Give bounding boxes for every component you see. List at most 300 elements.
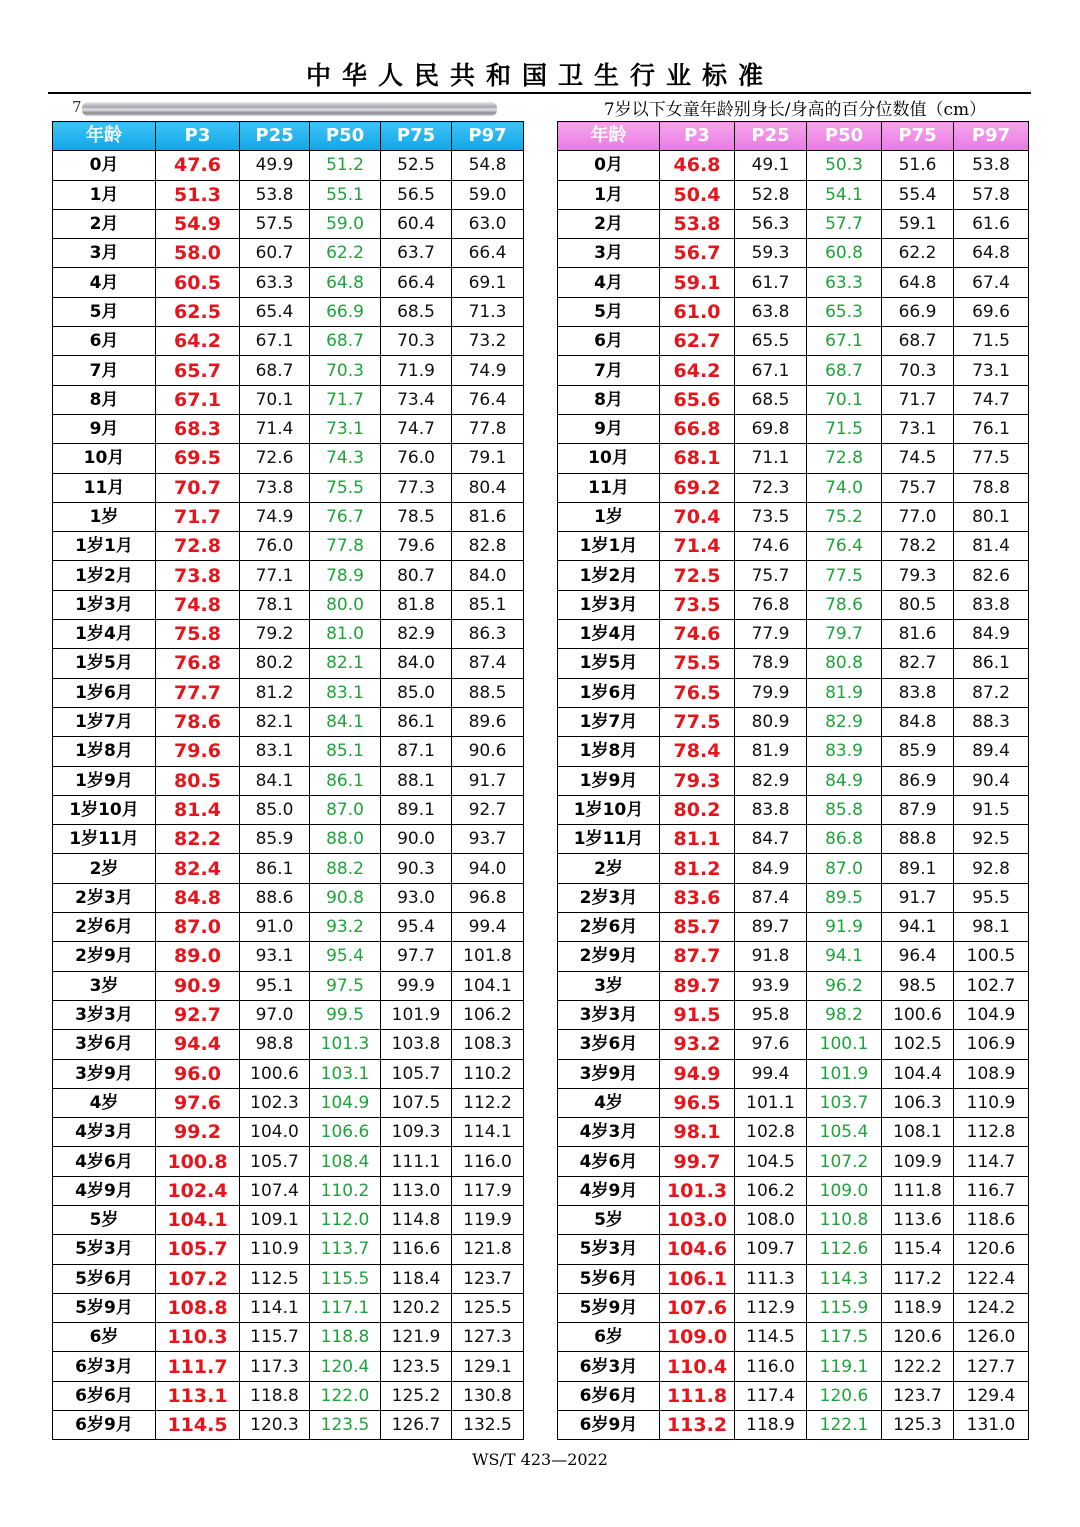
table-row <box>558 913 1029 942</box>
p75-cell: 74.5 <box>882 444 954 473</box>
boys-table-body <box>53 151 524 1440</box>
p25-cell: 78.1 <box>240 590 310 619</box>
table-row <box>53 678 524 707</box>
table-row <box>558 883 1029 912</box>
p3-cell: 74.6 <box>660 620 735 649</box>
table-row <box>558 502 1029 531</box>
p75-cell: 79.3 <box>882 561 954 590</box>
p97-cell: 87.4 <box>452 649 524 678</box>
table-row <box>558 1176 1029 1205</box>
p75-cell: 68.5 <box>381 297 452 326</box>
age-cell: 6岁3月 <box>558 1352 660 1381</box>
p50-cell: 108.4 <box>310 1147 381 1176</box>
p97-cell: 66.4 <box>452 239 524 268</box>
p3-cell: 71.7 <box>156 502 240 531</box>
p50-cell: 77.5 <box>807 561 882 590</box>
age-cell: 1岁7月 <box>558 707 660 736</box>
p75-cell: 107.5 <box>381 1088 452 1117</box>
p97-cell: 95.5 <box>954 883 1029 912</box>
age-cell: 6月 <box>558 327 660 356</box>
p25-cell: 59.3 <box>735 239 807 268</box>
p3-cell: 111.7 <box>156 1352 240 1381</box>
p3-cell: 62.5 <box>156 297 240 326</box>
age-cell: 1岁3月 <box>53 590 156 619</box>
p50-cell: 119.1 <box>807 1352 882 1381</box>
p3-cell: 72.8 <box>156 532 240 561</box>
table-row <box>53 502 524 531</box>
p3-cell: 84.8 <box>156 883 240 912</box>
p50-cell: 101.9 <box>807 1059 882 1088</box>
p3-cell: 56.7 <box>660 239 735 268</box>
p50-cell: 83.1 <box>310 678 381 707</box>
p50-cell: 120.4 <box>310 1352 381 1381</box>
p97-cell: 53.8 <box>954 151 1029 180</box>
p97-cell: 129.4 <box>954 1381 1029 1410</box>
p50-cell: 112.6 <box>807 1235 882 1264</box>
age-cell: 6岁 <box>558 1323 660 1352</box>
p25-cell: 67.1 <box>735 356 807 385</box>
p50-cell: 85.8 <box>807 795 882 824</box>
p97-cell: 108.9 <box>954 1059 1029 1088</box>
table-row <box>53 356 524 385</box>
p3-cell: 99.7 <box>660 1147 735 1176</box>
age-cell: 8月 <box>558 385 660 414</box>
p97-cell: 61.6 <box>954 209 1029 238</box>
p25-cell: 74.9 <box>240 502 310 531</box>
p25-cell: 78.9 <box>735 649 807 678</box>
table-row <box>53 151 524 180</box>
p3-cell: 89.7 <box>660 971 735 1000</box>
p75-cell: 80.7 <box>381 561 452 590</box>
p75-cell: 103.8 <box>381 1030 452 1059</box>
p25-cell: 74.6 <box>735 532 807 561</box>
age-cell: 6岁9月 <box>53 1411 156 1440</box>
p97-cell: 104.1 <box>452 971 524 1000</box>
table-row <box>53 1411 524 1440</box>
p25-cell: 49.9 <box>240 151 310 180</box>
table-row <box>53 532 524 561</box>
p97-cell: 81.4 <box>954 532 1029 561</box>
p25-cell: 104.5 <box>735 1147 807 1176</box>
p50-cell: 86.1 <box>310 766 381 795</box>
age-cell: 1岁1月 <box>53 532 156 561</box>
p3-cell: 69.5 <box>156 444 240 473</box>
p3-cell: 47.6 <box>156 151 240 180</box>
p97-cell: 77.8 <box>452 414 524 443</box>
p50-cell: 101.3 <box>310 1030 381 1059</box>
p50-cell: 93.2 <box>310 913 381 942</box>
table-row <box>558 1147 1029 1176</box>
p97-cell: 64.8 <box>954 239 1029 268</box>
p25-cell: 102.3 <box>240 1088 310 1117</box>
age-cell: 2岁9月 <box>53 942 156 971</box>
p50-cell: 82.9 <box>807 707 882 736</box>
p3-cell: 87.0 <box>156 913 240 942</box>
p97-cell: 88.3 <box>954 707 1029 736</box>
p25-cell: 72.6 <box>240 444 310 473</box>
age-cell: 1岁10月 <box>558 795 660 824</box>
p3-cell: 114.5 <box>156 1411 240 1440</box>
p97-cell: 73.1 <box>954 356 1029 385</box>
age-cell: 4岁6月 <box>558 1147 660 1176</box>
table-row <box>53 590 524 619</box>
header-rule <box>48 92 1031 94</box>
p50-cell: 88.2 <box>310 854 381 883</box>
p25-cell: 109.7 <box>735 1235 807 1264</box>
age-cell: 3岁3月 <box>558 1000 660 1029</box>
p75-cell: 55.4 <box>882 180 954 209</box>
p25-cell: 105.7 <box>240 1147 310 1176</box>
p25-cell: 109.1 <box>240 1205 310 1234</box>
p97-cell: 106.9 <box>954 1030 1029 1059</box>
p75-cell: 82.7 <box>882 649 954 678</box>
p97-cell: 117.9 <box>452 1176 524 1205</box>
p25-cell: 76.8 <box>735 590 807 619</box>
table-row <box>53 1381 524 1410</box>
column-header-p97: P97 <box>954 122 1029 151</box>
p25-cell: 80.9 <box>735 707 807 736</box>
p25-cell: 67.1 <box>240 327 310 356</box>
p50-cell: 100.1 <box>807 1030 882 1059</box>
table-row <box>558 649 1029 678</box>
p97-cell: 69.6 <box>954 297 1029 326</box>
table-row <box>53 1235 524 1264</box>
p25-cell: 120.3 <box>240 1411 310 1440</box>
table-row <box>53 1293 524 1322</box>
p97-cell: 76.1 <box>954 414 1029 443</box>
p75-cell: 80.5 <box>882 590 954 619</box>
p97-cell: 96.8 <box>452 883 524 912</box>
p97-cell: 112.2 <box>452 1088 524 1117</box>
table-row <box>558 444 1029 473</box>
p75-cell: 90.3 <box>381 854 452 883</box>
p75-cell: 117.2 <box>882 1264 954 1293</box>
p75-cell: 66.4 <box>381 268 452 297</box>
column-header-p25: P25 <box>240 122 310 151</box>
p75-cell: 109.9 <box>882 1147 954 1176</box>
p50-cell: 76.4 <box>807 532 882 561</box>
p50-cell: 122.1 <box>807 1411 882 1440</box>
p75-cell: 113.6 <box>882 1205 954 1234</box>
p3-cell: 97.6 <box>156 1088 240 1117</box>
p50-cell: 115.9 <box>807 1293 882 1322</box>
p97-cell: 112.8 <box>954 1118 1029 1147</box>
table-row <box>558 473 1029 502</box>
p50-cell: 96.2 <box>807 971 882 1000</box>
table-row <box>53 239 524 268</box>
age-cell: 10月 <box>558 444 660 473</box>
p50-cell: 54.1 <box>807 180 882 209</box>
age-cell: 5月 <box>558 297 660 326</box>
p25-cell: 81.2 <box>240 678 310 707</box>
table-row <box>558 620 1029 649</box>
p50-cell: 64.8 <box>310 268 381 297</box>
age-cell: 7月 <box>558 356 660 385</box>
p75-cell: 85.0 <box>381 678 452 707</box>
age-cell: 1岁1月 <box>558 532 660 561</box>
p3-cell: 70.7 <box>156 473 240 502</box>
p25-cell: 97.0 <box>240 1000 310 1029</box>
p3-cell: 90.9 <box>156 971 240 1000</box>
p25-cell: 107.4 <box>240 1176 310 1205</box>
table-row <box>53 414 524 443</box>
p50-cell: 70.3 <box>310 356 381 385</box>
p3-cell: 71.4 <box>660 532 735 561</box>
age-cell: 1岁4月 <box>558 620 660 649</box>
p25-cell: 77.9 <box>735 620 807 649</box>
p3-cell: 80.5 <box>156 766 240 795</box>
p3-cell: 82.2 <box>156 825 240 854</box>
p25-cell: 91.8 <box>735 942 807 971</box>
p75-cell: 87.1 <box>381 737 452 766</box>
age-cell: 0月 <box>53 151 156 180</box>
p97-cell: 108.3 <box>452 1030 524 1059</box>
p50-cell: 77.8 <box>310 532 381 561</box>
p97-cell: 114.7 <box>954 1147 1029 1176</box>
p50-cell: 50.3 <box>807 151 882 180</box>
p75-cell: 106.3 <box>882 1088 954 1117</box>
p97-cell: 99.4 <box>452 913 524 942</box>
age-cell: 1岁 <box>558 502 660 531</box>
p25-cell: 102.8 <box>735 1118 807 1147</box>
age-cell: 5岁6月 <box>558 1264 660 1293</box>
p25-cell: 65.5 <box>735 327 807 356</box>
p75-cell: 59.1 <box>882 209 954 238</box>
p50-cell: 75.2 <box>807 502 882 531</box>
table-row <box>558 268 1029 297</box>
age-cell: 3岁 <box>53 971 156 1000</box>
p75-cell: 105.7 <box>381 1059 452 1088</box>
table-row <box>53 327 524 356</box>
table-row <box>53 1118 524 1147</box>
p25-cell: 49.1 <box>735 151 807 180</box>
p97-cell: 79.1 <box>452 444 524 473</box>
p25-cell: 95.1 <box>240 971 310 1000</box>
table-row <box>53 737 524 766</box>
p3-cell: 96.5 <box>660 1088 735 1117</box>
p50-cell: 113.7 <box>310 1235 381 1264</box>
column-header-p3: P3 <box>156 122 240 151</box>
table-row <box>558 1118 1029 1147</box>
p3-cell: 110.3 <box>156 1323 240 1352</box>
p50-cell: 82.1 <box>310 649 381 678</box>
p97-cell: 100.5 <box>954 942 1029 971</box>
p25-cell: 68.5 <box>735 385 807 414</box>
p75-cell: 70.3 <box>882 356 954 385</box>
table-row <box>558 532 1029 561</box>
p25-cell: 57.5 <box>240 209 310 238</box>
age-cell: 1岁2月 <box>53 561 156 590</box>
p50-cell: 73.1 <box>310 414 381 443</box>
p97-cell: 90.6 <box>452 737 524 766</box>
age-cell: 1岁6月 <box>558 678 660 707</box>
table-row <box>53 883 524 912</box>
p75-cell: 104.4 <box>882 1059 954 1088</box>
p50-cell: 118.8 <box>310 1323 381 1352</box>
p50-cell: 71.5 <box>807 414 882 443</box>
age-cell: 4月 <box>53 268 156 297</box>
p3-cell: 78.4 <box>660 737 735 766</box>
p75-cell: 89.1 <box>882 854 954 883</box>
table-row <box>558 414 1029 443</box>
p75-cell: 98.5 <box>882 971 954 1000</box>
p3-cell: 64.2 <box>156 327 240 356</box>
p50-cell: 117.1 <box>310 1293 381 1322</box>
age-cell: 1岁3月 <box>558 590 660 619</box>
p50-cell: 67.1 <box>807 327 882 356</box>
p75-cell: 70.3 <box>381 327 452 356</box>
p75-cell: 74.7 <box>381 414 452 443</box>
p97-cell: 116.7 <box>954 1176 1029 1205</box>
p75-cell: 81.6 <box>882 620 954 649</box>
p25-cell: 63.8 <box>735 297 807 326</box>
table-row <box>558 854 1029 883</box>
p25-cell: 79.9 <box>735 678 807 707</box>
p50-cell: 60.8 <box>807 239 882 268</box>
p75-cell: 111.8 <box>882 1176 954 1205</box>
p25-cell: 79.2 <box>240 620 310 649</box>
p75-cell: 102.5 <box>882 1030 954 1059</box>
age-cell: 1岁8月 <box>558 737 660 766</box>
p75-cell: 89.1 <box>381 795 452 824</box>
p97-cell: 63.0 <box>452 209 524 238</box>
table-row <box>53 209 524 238</box>
table-row <box>53 1030 524 1059</box>
p97-cell: 90.4 <box>954 766 1029 795</box>
p75-cell: 84.8 <box>882 707 954 736</box>
column-header-age: 年龄 <box>53 122 156 151</box>
p3-cell: 50.4 <box>660 180 735 209</box>
p50-cell: 74.3 <box>310 444 381 473</box>
p75-cell: 91.7 <box>882 883 954 912</box>
p50-cell: 87.0 <box>807 854 882 883</box>
p97-cell: 89.4 <box>954 737 1029 766</box>
table-row <box>53 795 524 824</box>
p3-cell: 93.2 <box>660 1030 735 1059</box>
p75-cell: 114.8 <box>381 1205 452 1234</box>
p25-cell: 108.0 <box>735 1205 807 1234</box>
p25-cell: 106.2 <box>735 1176 807 1205</box>
p3-cell: 65.7 <box>156 356 240 385</box>
p3-cell: 98.1 <box>660 1118 735 1147</box>
p3-cell: 113.1 <box>156 1381 240 1410</box>
p50-cell: 84.1 <box>310 707 381 736</box>
p25-cell: 91.0 <box>240 913 310 942</box>
p25-cell: 65.4 <box>240 297 310 326</box>
age-cell: 0月 <box>558 151 660 180</box>
p50-cell: 88.0 <box>310 825 381 854</box>
table-header-row <box>558 122 1029 151</box>
p25-cell: 114.1 <box>240 1293 310 1322</box>
age-cell: 1月 <box>558 180 660 209</box>
table-row <box>558 1381 1029 1410</box>
p25-cell: 77.1 <box>240 561 310 590</box>
p75-cell: 123.7 <box>882 1381 954 1410</box>
p75-cell: 52.5 <box>381 151 452 180</box>
p25-cell: 112.9 <box>735 1293 807 1322</box>
p97-cell: 71.5 <box>954 327 1029 356</box>
p97-cell: 106.2 <box>452 1000 524 1029</box>
p97-cell: 124.2 <box>954 1293 1029 1322</box>
p3-cell: 74.8 <box>156 590 240 619</box>
age-cell: 6岁3月 <box>53 1352 156 1381</box>
girls-height-table <box>557 121 1029 1440</box>
p25-cell: 73.8 <box>240 473 310 502</box>
p3-cell: 104.6 <box>660 1235 735 1264</box>
table-row <box>558 795 1029 824</box>
table-row <box>53 649 524 678</box>
p50-cell: 97.5 <box>310 971 381 1000</box>
p97-cell: 91.7 <box>452 766 524 795</box>
age-cell: 6岁9月 <box>558 1411 660 1440</box>
age-cell: 3岁3月 <box>53 1000 156 1029</box>
p3-cell: 69.2 <box>660 473 735 502</box>
p25-cell: 83.1 <box>240 737 310 766</box>
p75-cell: 77.3 <box>381 473 452 502</box>
age-cell: 6岁6月 <box>558 1381 660 1410</box>
table-row <box>558 590 1029 619</box>
p25-cell: 85.0 <box>240 795 310 824</box>
column-header-age: 年龄 <box>558 122 660 151</box>
column-header-p3: P3 <box>660 122 735 151</box>
p97-cell: 84.0 <box>452 561 524 590</box>
p50-cell: 75.5 <box>310 473 381 502</box>
table-row <box>53 825 524 854</box>
p50-cell: 99.5 <box>310 1000 381 1029</box>
age-cell: 2岁3月 <box>558 883 660 912</box>
p3-cell: 60.5 <box>156 268 240 297</box>
p97-cell: 74.7 <box>954 385 1029 414</box>
p97-cell: 67.4 <box>954 268 1029 297</box>
p75-cell: 86.1 <box>381 707 452 736</box>
p3-cell: 73.8 <box>156 561 240 590</box>
p75-cell: 56.5 <box>381 180 452 209</box>
p97-cell: 92.5 <box>954 825 1029 854</box>
p75-cell: 73.4 <box>381 385 452 414</box>
p3-cell: 108.8 <box>156 1293 240 1322</box>
p3-cell: 75.8 <box>156 620 240 649</box>
table-row <box>558 971 1029 1000</box>
p3-cell: 68.1 <box>660 444 735 473</box>
p97-cell: 129.1 <box>452 1352 524 1381</box>
p3-cell: 87.7 <box>660 942 735 971</box>
p25-cell: 84.1 <box>240 766 310 795</box>
p50-cell: 80.8 <box>807 649 882 678</box>
p97-cell: 86.1 <box>954 649 1029 678</box>
p75-cell: 86.9 <box>882 766 954 795</box>
p50-cell: 105.4 <box>807 1118 882 1147</box>
p97-cell: 127.7 <box>954 1352 1029 1381</box>
p75-cell: 76.0 <box>381 444 452 473</box>
girls-table-body <box>558 151 1029 1440</box>
p50-cell: 57.7 <box>807 209 882 238</box>
table-row <box>53 854 524 883</box>
p25-cell: 101.1 <box>735 1088 807 1117</box>
p25-cell: 93.9 <box>735 971 807 1000</box>
p25-cell: 97.6 <box>735 1030 807 1059</box>
p3-cell: 101.3 <box>660 1176 735 1205</box>
p3-cell: 78.6 <box>156 707 240 736</box>
obscured-caption-overlay <box>82 102 497 116</box>
p97-cell: 84.9 <box>954 620 1029 649</box>
age-cell: 1岁11月 <box>558 825 660 854</box>
p3-cell: 81.4 <box>156 795 240 824</box>
p97-cell: 83.8 <box>954 590 1029 619</box>
p97-cell: 80.1 <box>954 502 1029 531</box>
table-row <box>53 1088 524 1117</box>
document-title: 中华人民共和国卫生行业标准 <box>305 61 774 90</box>
p50-cell: 94.1 <box>807 942 882 971</box>
